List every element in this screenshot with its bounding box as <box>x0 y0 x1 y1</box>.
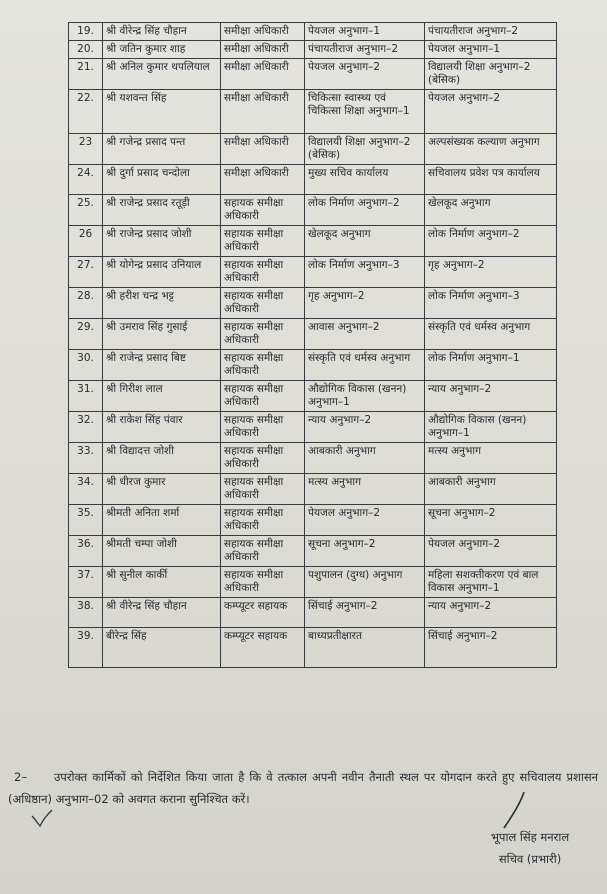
table-row <box>69 226 557 257</box>
serial-number-cell: 29. <box>69 319 103 350</box>
employee-name-cell: श्री हरीश चन्द्र भट्ट <box>103 288 221 319</box>
current-section-cell: मत्स्य अनुभाग <box>305 474 425 505</box>
current-section-cell: विद्यालयी शिक्षा अनुभाग–2 (बेसिक) <box>305 134 425 165</box>
new-section-cell: लोक निर्माण अनुभाग–2 <box>425 226 557 257</box>
serial-number-cell: 24. <box>69 165 103 195</box>
table-row <box>69 195 557 226</box>
current-section-cell: पेयजल अनुभाग–2 <box>305 505 425 536</box>
designation-cell: सहायक समीक्षा अधिकारी <box>221 505 305 536</box>
serial-number-cell: 33. <box>69 443 103 474</box>
transfer-table <box>68 22 557 668</box>
table-row <box>69 319 557 350</box>
new-section-cell: न्याय अनुभाग–2 <box>425 598 557 628</box>
signature-block <box>470 826 590 870</box>
new-section-cell: खेलकूद अनुभाग <box>425 195 557 226</box>
designation-cell: सहायक समीक्षा अधिकारी <box>221 288 305 319</box>
current-section-cell: गृह अनुभाग–2 <box>305 288 425 319</box>
new-section-cell: सूचना अनुभाग–2 <box>425 505 557 536</box>
employee-name-cell: श्री राजेन्द्र प्रसाद बिष्ट <box>103 350 221 381</box>
designation-cell: समीक्षा अधिकारी <box>221 165 305 195</box>
signatory-title: सचिव (प्रभारी) <box>498 852 562 866</box>
designation-cell: समीक्षा अधिकारी <box>221 90 305 134</box>
employee-name-cell: श्री विद्यादत्त जोशी <box>103 443 221 474</box>
designation-cell: सहायक समीक्षा अधिकारी <box>221 257 305 288</box>
current-section-cell: संस्कृति एवं धर्मस्व अनुभाग <box>305 350 425 381</box>
serial-number-cell: 34. <box>69 474 103 505</box>
employee-name-cell: श्री सुनील कार्की <box>103 567 221 598</box>
table-row <box>69 381 557 412</box>
current-section-cell: पेयजल अनुभाग–1 <box>305 23 425 41</box>
employee-name-cell: श्री गिरीश लाल <box>103 381 221 412</box>
current-section-cell: लोक निर्माण अनुभाग–3 <box>305 257 425 288</box>
employee-name-cell: श्री यशवन्त सिंह <box>103 90 221 134</box>
signature-mark-icon <box>500 790 530 830</box>
new-section-cell: पेयजल अनुभाग–2 <box>425 90 557 134</box>
table-row <box>69 257 557 288</box>
employee-name-cell: श्री गजेन्द्र प्रसाद पन्त <box>103 134 221 165</box>
serial-number-cell: 23 <box>69 134 103 165</box>
new-section-cell: महिला सशक्तीकरण एवं बाल विकास अनुभाग–1 <box>425 567 557 598</box>
designation-cell: सहायक समीक्षा अधिकारी <box>221 474 305 505</box>
current-section-cell: चिकित्सा स्वास्थ्य एवं चिकित्सा शिक्षा अनुभाग–1 <box>305 90 425 134</box>
paragraph-number: 2– <box>14 770 28 784</box>
new-section-cell: पेयजल अनुभाग–1 <box>425 41 557 59</box>
current-section-cell: पशुपालन (दुग्ध) अनुभाग <box>305 567 425 598</box>
table-row <box>69 288 557 319</box>
current-section-cell: आवास अनुभाग–2 <box>305 319 425 350</box>
paragraph-text: उपरोक्त कार्मिकों को निर्देशित किया जाता है कि वे तत्काल अपनी नवीन तैनाती स्थल पर योगदान करते हुए सचिवालय प्रशासन (अधिष्ठान) अनुभाग–02 को अवगत कराना सुनिश्चित करें। <box>8 770 598 806</box>
designation-cell: समीक्षा अधिकारी <box>221 134 305 165</box>
new-section-cell: अल्पसंख्यक कल्याण अनुभाग <box>425 134 557 165</box>
current-section-cell: बाध्यप्रतीक्षारत <box>305 628 425 668</box>
employee-name-cell: श्री वीरेन्द्र सिंह चौहान <box>103 598 221 628</box>
current-section-cell: खेलकूद अनुभाग <box>305 226 425 257</box>
current-section-cell: सिंचाई अनुभाग–2 <box>305 598 425 628</box>
designation-cell: सहायक समीक्षा अधिकारी <box>221 412 305 443</box>
current-section-cell: न्याय अनुभाग–2 <box>305 412 425 443</box>
new-section-cell: गृह अनुभाग–2 <box>425 257 557 288</box>
employee-name-cell: श्री जतिन कुमार शाह <box>103 41 221 59</box>
employee-name-cell: श्री उमराव सिंह गुसाई <box>103 319 221 350</box>
table-row <box>69 443 557 474</box>
new-section-cell: लोक निर्माण अनुभाग–1 <box>425 350 557 381</box>
serial-number-cell: 35. <box>69 505 103 536</box>
serial-number-cell: 20. <box>69 41 103 59</box>
new-section-cell: सिंचाई अनुभाग–2 <box>425 628 557 668</box>
serial-number-cell: 27. <box>69 257 103 288</box>
designation-cell: सहायक समीक्षा अधिकारी <box>221 381 305 412</box>
new-section-cell: मत्स्य अनुभाग <box>425 443 557 474</box>
table-row <box>69 598 557 628</box>
designation-cell: समीक्षा अधिकारी <box>221 41 305 59</box>
current-section-cell: मुख्य सचिव कार्यालय <box>305 165 425 195</box>
serial-number-cell: 38. <box>69 598 103 628</box>
transfer-table-body <box>69 23 557 668</box>
serial-number-cell: 21. <box>69 59 103 90</box>
designation-cell: सहायक समीक्षा अधिकारी <box>221 443 305 474</box>
current-section-cell: लोक निर्माण अनुभाग–2 <box>305 195 425 226</box>
designation-cell: सहायक समीक्षा अधिकारी <box>221 195 305 226</box>
table-row <box>69 505 557 536</box>
tick-mark-icon <box>30 808 54 828</box>
serial-number-cell: 36. <box>69 536 103 567</box>
new-section-cell: न्याय अनुभाग–2 <box>425 381 557 412</box>
designation-cell: सहायक समीक्षा अधिकारी <box>221 536 305 567</box>
table-row <box>69 536 557 567</box>
table-row <box>69 474 557 505</box>
new-section-cell: विद्यालयी शिक्षा अनुभाग–2 (बेसिक) <box>425 59 557 90</box>
signatory-name: भूपाल सिंह मनराल <box>490 830 570 844</box>
employee-name-cell: श्रीमती अनिता शर्मा <box>103 505 221 536</box>
designation-cell: सहायक समीक्षा अधिकारी <box>221 567 305 598</box>
current-section-cell: पंचायतीराज अनुभाग–2 <box>305 41 425 59</box>
current-section-cell: आबकारी अनुभाग <box>305 443 425 474</box>
employee-name-cell: बीरेन्द्र सिंह <box>103 628 221 668</box>
employee-name-cell: श्री दुर्गा प्रसाद चन्दोला <box>103 165 221 195</box>
table-row <box>69 350 557 381</box>
serial-number-cell: 31. <box>69 381 103 412</box>
table-row <box>69 90 557 134</box>
employee-name-cell: श्री योगेन्द्र प्रसाद उनियाल <box>103 257 221 288</box>
designation-cell: कम्प्यूटर सहायक <box>221 598 305 628</box>
new-section-cell: लोक निर्माण अनुभाग–3 <box>425 288 557 319</box>
employee-name-cell: श्री वीरेन्द्र सिंह चौहान <box>103 23 221 41</box>
new-section-cell: सचिवालय प्रवेश पत्र कार्यालय <box>425 165 557 195</box>
current-section-cell: औद्योगिक विकास (खनन) अनुभाग–1 <box>305 381 425 412</box>
designation-cell: समीक्षा अधिकारी <box>221 59 305 90</box>
serial-number-cell: 37. <box>69 567 103 598</box>
table-row <box>69 165 557 195</box>
table-row <box>69 567 557 598</box>
new-section-cell: संस्कृति एवं धर्मस्व अनुभाग <box>425 319 557 350</box>
employee-name-cell: श्री राजेन्द्र प्रसाद जोशी <box>103 226 221 257</box>
table-row <box>69 412 557 443</box>
table-row <box>69 23 557 41</box>
designation-cell: सहायक समीक्षा अधिकारी <box>221 319 305 350</box>
new-section-cell: पेयजल अनुभाग–2 <box>425 536 557 567</box>
employee-name-cell: श्री राजेन्द्र प्रसाद रतूड़ी <box>103 195 221 226</box>
serial-number-cell: 28. <box>69 288 103 319</box>
serial-number-cell: 32. <box>69 412 103 443</box>
table-row <box>69 59 557 90</box>
designation-cell: सहायक समीक्षा अधिकारी <box>221 350 305 381</box>
employee-name-cell: श्री राकेश सिंह पंवार <box>103 412 221 443</box>
designation-cell: कम्प्यूटर सहायक <box>221 628 305 668</box>
table-row <box>69 41 557 59</box>
table-row <box>69 628 557 668</box>
designation-cell: समीक्षा अधिकारी <box>221 23 305 41</box>
current-section-cell: सूचना अनुभाग–2 <box>305 536 425 567</box>
serial-number-cell: 25. <box>69 195 103 226</box>
new-section-cell: औद्योगिक विकास (खनन) अनुभाग–1 <box>425 412 557 443</box>
serial-number-cell: 22. <box>69 90 103 134</box>
serial-number-cell: 26 <box>69 226 103 257</box>
new-section-cell: आबकारी अनुभाग <box>425 474 557 505</box>
serial-number-cell: 19. <box>69 23 103 41</box>
designation-cell: सहायक समीक्षा अधिकारी <box>221 226 305 257</box>
employee-name-cell: श्रीमती चम्पा जोशी <box>103 536 221 567</box>
serial-number-cell: 39. <box>69 628 103 668</box>
table-row <box>69 134 557 165</box>
employee-name-cell: श्री धीरज कुमार <box>103 474 221 505</box>
new-section-cell: पंचायतीराज अनुभाग–2 <box>425 23 557 41</box>
employee-name-cell: श्री अनिल कुमार थपलियाल <box>103 59 221 90</box>
serial-number-cell: 30. <box>69 350 103 381</box>
current-section-cell: पेयजल अनुभाग–2 <box>305 59 425 90</box>
